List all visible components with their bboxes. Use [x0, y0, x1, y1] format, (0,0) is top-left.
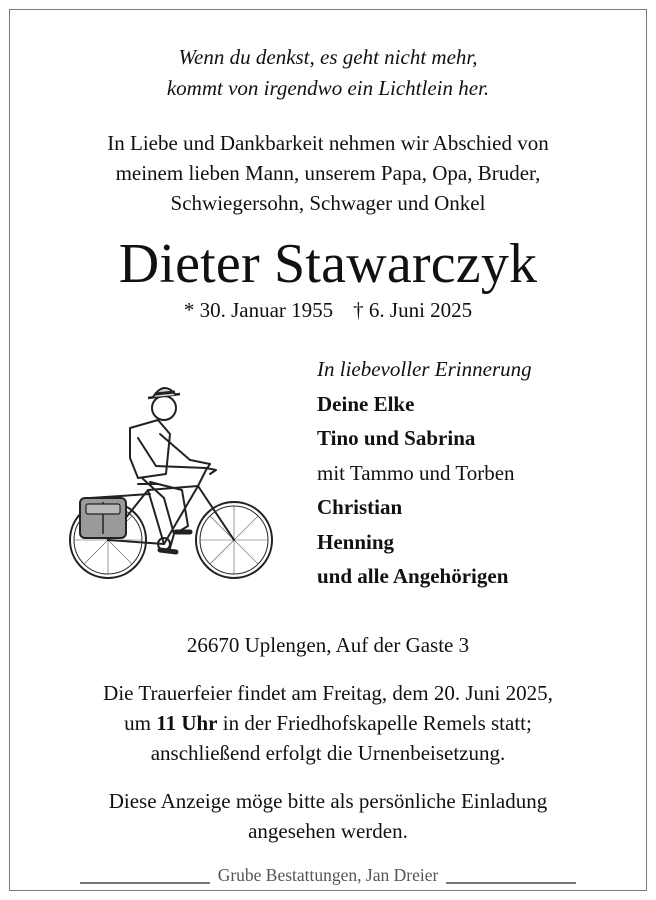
birth-date: * 30. Januar 1955: [183, 298, 334, 322]
life-dates: [0, 296, 656, 324]
man-on-bicycle-icon: [60, 378, 280, 588]
mourner-line: und alle Angehörigen: [317, 564, 509, 588]
mourner-line: mit Tammo und Torben: [317, 460, 515, 485]
intro-line: In Liebe und Dankbarkeit nehmen wir Abschied von: [107, 131, 549, 155]
footer-rule: [80, 882, 210, 884]
ceremony-text: in der Friedhofskapelle Remels statt;: [217, 711, 532, 735]
funeral-home-footer: [0, 863, 656, 887]
poem-line: kommt von irgendwo ein Lichtlein her.: [166, 76, 490, 100]
invite-line: angesehen werden.: [248, 819, 408, 843]
mourner-line: Deine Elke: [317, 391, 415, 416]
ceremony-line: [0, 708, 656, 738]
intro-line: meinem lieben Mann, unserem Papa, Opa, Bruder,: [115, 161, 541, 185]
death-date: † 6. Juni 2025: [353, 298, 473, 322]
ceremony-text: um: [124, 711, 157, 735]
intro-text: [0, 128, 656, 218]
intro-line: Schwiegersohn, Schwager und Onkel: [170, 191, 486, 215]
poem-line: Wenn du denkst, es geht nicht mehr,: [178, 45, 478, 69]
poem: [0, 42, 656, 104]
invite-line: Diese Anzeige möge bitte als persönliche Einladung: [108, 789, 548, 813]
mourner-line: Henning: [317, 529, 395, 554]
deceased-name: Dieter Stawarczyk: [118, 233, 538, 295]
mourners-list: [317, 352, 647, 594]
mourner-line: Tino und Sabrina: [317, 426, 476, 450]
ceremony-time: 11 Uhr: [156, 711, 218, 735]
ceremony-line: anschließend erfolgt die Urnenbeisetzung.: [150, 741, 506, 765]
mourner-line: Christian: [317, 495, 403, 519]
funeral-home-name: Grube Bestattungen, Jan Dreier: [217, 865, 439, 885]
address: 26670 Uplengen, Auf der Gaste 3: [186, 633, 470, 657]
ceremony-info: [0, 678, 656, 768]
invitation-note: [0, 786, 656, 846]
ceremony-line: Die Trauerfeier findet am Freitag, dem 20. Juni 2025,: [103, 681, 553, 705]
footer-rule: [446, 882, 576, 884]
mourners-heading: In liebevoller Erinnerung: [317, 357, 532, 381]
